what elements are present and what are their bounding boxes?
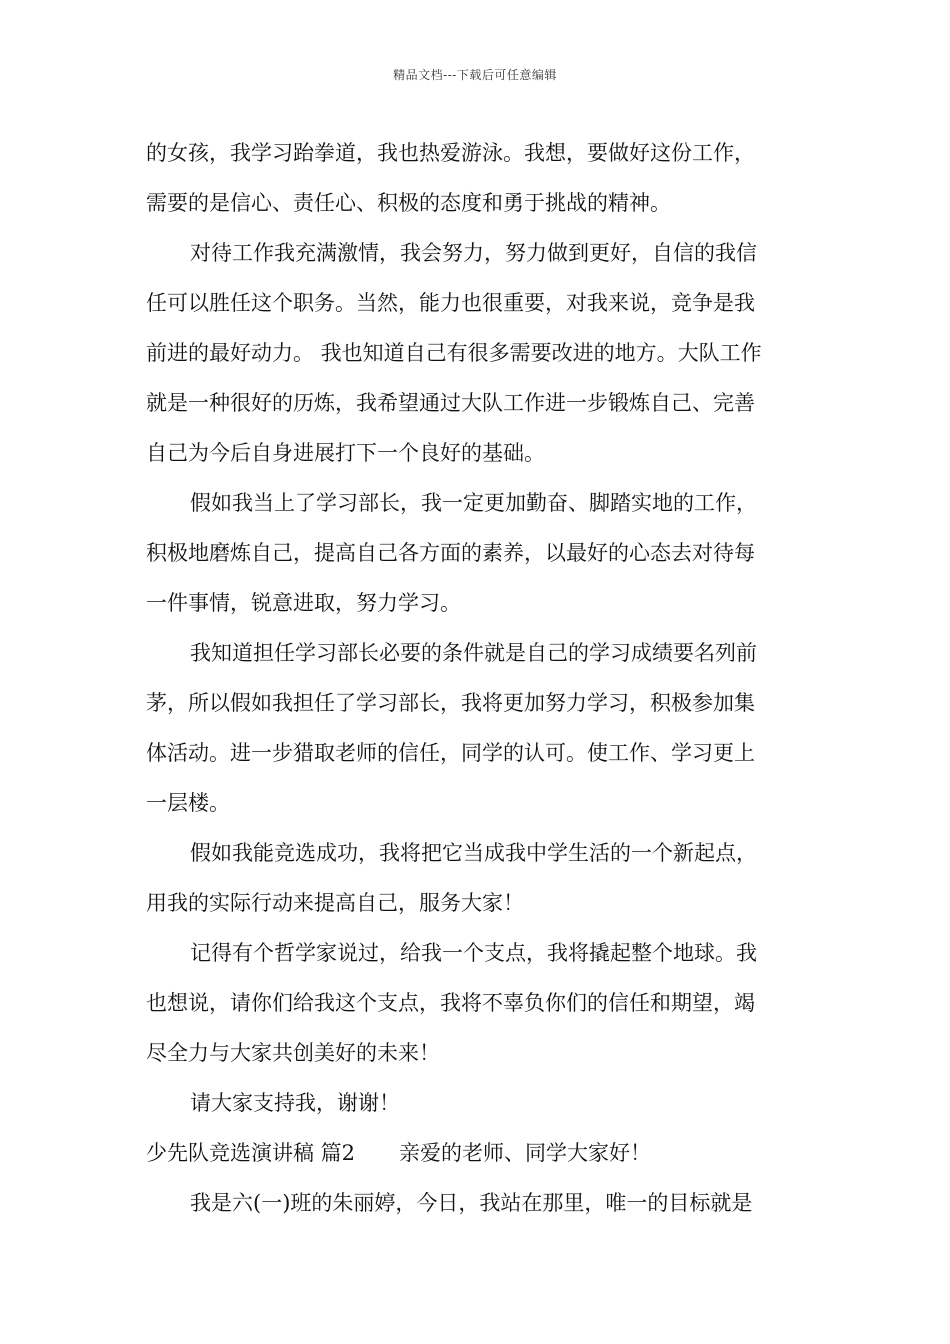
text-line: 任可以胜任这个职务。当然，能力也很重要，对我来说，竞争是我 xyxy=(146,291,755,315)
text-line: 记得有个哲学家说过，给我一个支点，我将撬起整个地球。我 xyxy=(190,941,757,965)
greeting: 亲爱的老师、同学大家好！ xyxy=(399,1141,652,1165)
text-line: 请大家支持我，谢谢！ xyxy=(190,1091,400,1115)
paragraph xyxy=(146,828,808,928)
text-line: 就是一种很好的历炼，我希望通过大队工作进一步锻炼自己、完善 xyxy=(146,391,755,415)
paragraph xyxy=(146,1078,808,1128)
text-line: 假如我能竞选成功，我将把它当成我中学生活的一个新起点， xyxy=(190,841,757,865)
text-line: 的女孩，我学习跆拳道，我也热爱游泳。我想，要做好这份工作， xyxy=(146,141,755,165)
paragraph xyxy=(146,628,808,828)
document-body xyxy=(146,128,808,1228)
text-line: 对待工作我充满激情，我会努力，努力做到更好，自信的我信 xyxy=(190,241,757,265)
text-line: 也想说，请你们给我这个支点，我将不辜负你们的信任和期望，竭 xyxy=(146,991,755,1015)
text-line: 一层楼。 xyxy=(146,791,230,815)
page-header: 精品文档---下载后可任意编辑 xyxy=(393,68,557,82)
text-line: 一件事情，锐意进取，努力学习。 xyxy=(146,591,461,615)
text-line: 体活动。进一步猎取老师的信任，同学的认可。使工作、学习更上 xyxy=(146,741,755,765)
section-title: 少先队竞选演讲稿 篇2 xyxy=(146,1141,356,1165)
text-line: 自己为今后自身进展打下一个良好的基础。 xyxy=(146,441,545,465)
text-line: 积极地磨炼自己，提高自己各方面的素养，以最好的心态去对待每 xyxy=(146,541,755,565)
paragraph xyxy=(146,128,808,228)
text-line: 需要的是信心、责任心、积极的态度和勇于挑战的精神。 xyxy=(146,191,671,215)
section-heading xyxy=(146,1128,808,1178)
paragraph xyxy=(146,478,808,628)
paragraph xyxy=(146,228,808,478)
paragraph xyxy=(146,1178,808,1228)
text-line: 前进的最好动力。 我也知道自己有很多需要改进的地方。大队工作 xyxy=(146,341,762,365)
text-line: 假如我当上了学习部长，我一定更加勤奋、脚踏实地的工作， xyxy=(190,491,757,515)
text-line: 尽全力与大家共创美好的未来！ xyxy=(146,1041,440,1065)
text-line: 我是六(一)班的朱丽婷，今日，我站在那里，唯一的目标就是 xyxy=(190,1191,753,1215)
text-line: 茅，所以假如我担任了学习部长，我将更加努力学习，积极参加集 xyxy=(146,691,755,715)
paragraph xyxy=(146,928,808,1078)
text-line: 用我的实际行动来提高自己，服务大家！ xyxy=(146,891,524,915)
text-line: 我知道担任学习部长必要的条件就是自己的学习成绩要名列前 xyxy=(190,641,757,665)
